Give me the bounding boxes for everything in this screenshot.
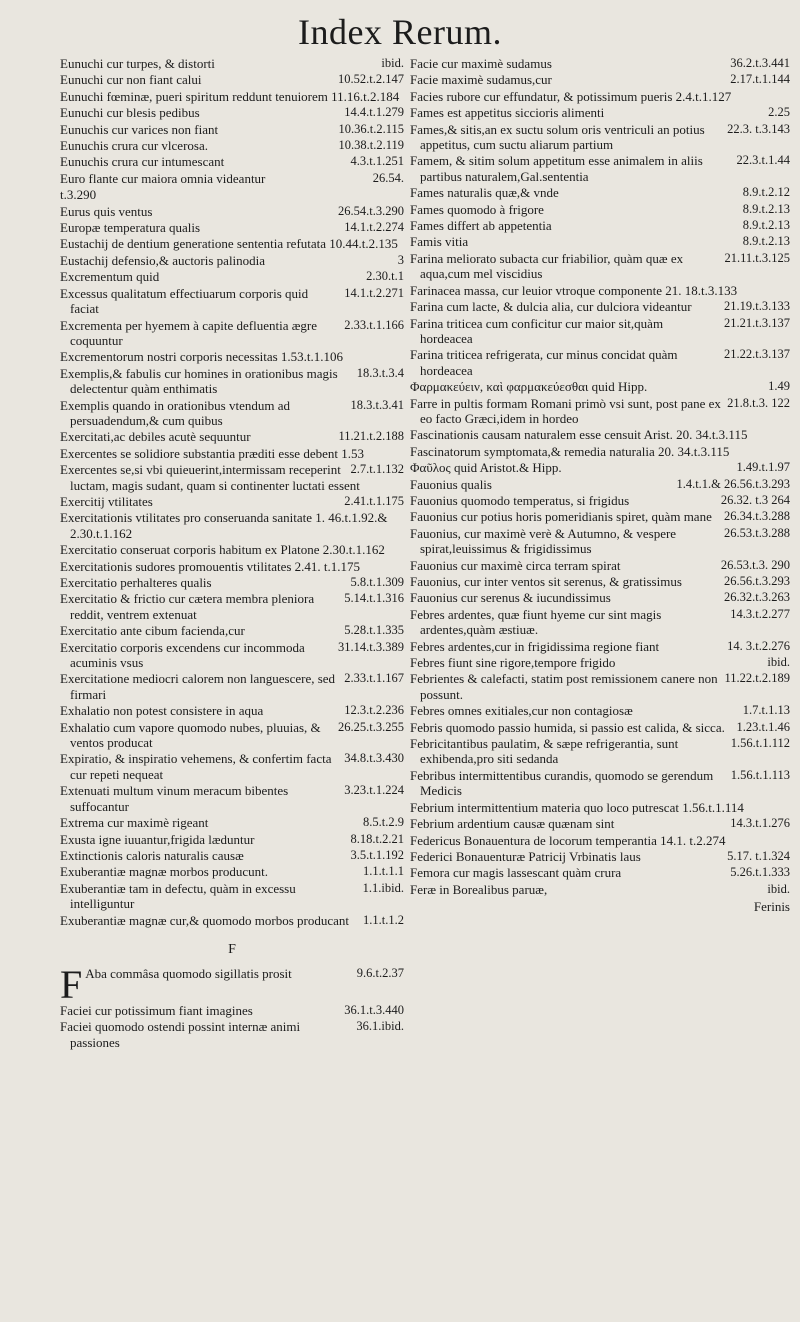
index-entry: [410, 558, 790, 573]
entry-term: Fames est appetitus siccioris alimenti: [410, 105, 605, 121]
entry-reference: 1.1.ibid.: [362, 880, 404, 895]
entry-term: Exemplis,& fabulis cur homines in orationibus magis delectentur quàm enthimatis: [60, 365, 338, 397]
entry-term: Europæ temperatura qualis: [60, 220, 201, 236]
index-entry: [410, 800, 790, 815]
catchword: Ferinis: [753, 899, 790, 915]
entry-reference: 5.26.t.1.333: [730, 865, 790, 880]
index-entry: [410, 185, 790, 200]
entry-term: Exercitatio corporis excendens cur incommoda acuminis vsus: [60, 639, 305, 671]
index-entry: [410, 347, 790, 378]
entry-reference: 21.22.t.3.137: [724, 347, 790, 362]
entry-term: Excrementa per hyemem à capite defluentia ægre coquuntur: [60, 317, 317, 348]
index-entry: [410, 234, 790, 249]
index-entry: [60, 1019, 404, 1050]
entry-term: Exercentes se solidiore substantia præditi esse debent 1.53: [60, 445, 364, 461]
entry-term: Exemplis quando in orationibus vtendum ad persuadendum,& cum quibus: [60, 397, 290, 428]
entry-reference: 2.33.t.1.167: [344, 671, 404, 686]
index-entry: [60, 429, 404, 444]
left-entry-list: [60, 56, 404, 928]
entry-term: Exhalatio cum vapore quomodo nubes, pluuias, & ventos producat: [60, 719, 321, 751]
entry-term: Febres fiunt sine rigore,tempore frigido: [410, 655, 616, 671]
entry-term: Exercitij vtilitates: [60, 493, 153, 509]
entry-reference: 11.21.t.2.188: [338, 429, 404, 444]
entry-reference: 14.3.t.2.277: [730, 606, 790, 621]
entry-reference: 2.25: [768, 105, 790, 120]
section-letter-f: F: [228, 941, 236, 957]
index-entry: [410, 427, 790, 442]
entry-reference: 36.1.ibid.: [356, 1019, 404, 1034]
index-entry: [410, 590, 790, 605]
entry-reference: 8.9.t.2.13: [742, 234, 790, 249]
index-entry: [60, 236, 404, 251]
index-entry: [410, 153, 790, 184]
entry-term: Farina meliorato subacta cur friabilior, quàm quæ ex aqua,cum mel viscidius: [410, 250, 684, 282]
entry-reference: 1.49: [768, 379, 790, 394]
index-entry: [60, 318, 404, 349]
entry-term: Febricitantibus paulatim, & sæpe refrigerantia, sunt exhibenda,pro siti sedanda: [410, 736, 679, 767]
index-entry: [60, 494, 404, 509]
entry-reference: 2.41.t.1.175: [344, 493, 404, 508]
index-entry: [410, 736, 790, 767]
entry-reference: 26.34.t.3.288: [724, 509, 790, 524]
index-entry: [60, 703, 404, 718]
index-entry: [410, 122, 790, 153]
index-entry: [410, 639, 790, 654]
entry-reference: 2.33.t.1.166: [344, 317, 404, 332]
entry-term: Febrientes & calefacti, statim post remissionem canere non possunt.: [410, 671, 718, 702]
entry-reference: 14.1.t.2.271: [344, 285, 404, 300]
index-entry: [60, 138, 404, 153]
index-entry: [410, 607, 790, 638]
entry-term: Facies rubore cur effundatur, & potissimum pueris 2.4.t.1.127: [410, 88, 732, 104]
f-entry-list: [60, 966, 404, 1050]
entry-term: Expiratio, & inspiratio vehemens, & confertim facta cur repeti nequeat: [60, 751, 332, 782]
entry-term: Φαρμακεύειν, καὶ φαρμακεύεσθαι quid Hipp.: [410, 379, 648, 395]
index-entry: [410, 460, 790, 475]
entry-term: Exercitatio perhalteres qualis: [60, 575, 212, 590]
index-entry: [60, 154, 404, 169]
entry-reference: 26.54.: [372, 170, 404, 185]
entry-reference: 4.3.t.1.251: [350, 154, 404, 169]
entry-reference: 1.1.t.1.1: [363, 864, 404, 879]
index-entry: [60, 286, 404, 317]
entry-term: Exuberantiæ tam in defectu, quàm in excessu intelliguntur: [60, 880, 296, 912]
entry-term: Eunuchis crura cur vlcerosa.: [60, 138, 208, 154]
entry-reference: 9.6.t.2.37: [356, 965, 404, 980]
entry-reference: 5.17. t.1.324: [727, 848, 790, 863]
entry-reference: 26.32. t.3 264: [720, 492, 790, 507]
entry-term: Exercitationis vtilitates pro conseruanda sanitate 1. 46.t.1.92.& 2.30.t.1.162: [60, 510, 388, 541]
entry-reference: 14.1.t.2.274: [344, 220, 404, 235]
index-entry: [60, 510, 404, 541]
entry-term: Faciei cur potissimum fiant imagines: [60, 1002, 253, 1018]
index-entry: [60, 204, 404, 219]
entry-reference: 31.14.t.3.389: [338, 639, 404, 654]
index-entry: [60, 832, 404, 847]
index-entry: [410, 720, 790, 735]
entry-reference: 8.18.t.2.21: [350, 831, 404, 846]
entry-reference: 1.7.t.1.13: [742, 703, 790, 718]
entry-term: Exercitatio ante cibum facienda,cur: [60, 623, 245, 639]
index-entry: [410, 865, 790, 880]
entry-term: Febres ardentes, quæ fiunt hyeme cur sint magis ardentes,quàm æstiuæ.: [410, 606, 662, 638]
index-entry: [60, 640, 404, 671]
index-entry: [60, 720, 404, 751]
index-entry: [60, 72, 404, 87]
index-entry: [60, 462, 404, 493]
index-entry: [60, 815, 404, 830]
entry-term: Fauonius cur maximè circa terram spirat: [410, 557, 621, 573]
entry-reference: 3.5.t.1.192: [350, 847, 404, 862]
entry-reference: 10.38.t.2.119: [338, 138, 404, 153]
entry-term: Fascinationis causam naturalem esse censuit Arist. 20. 34.t.3.115: [410, 427, 748, 443]
index-entry: [410, 509, 790, 524]
entry-term: Excrementum quid: [60, 269, 160, 285]
entry-reference: 26.53.t.3. 290: [720, 557, 790, 572]
index-entry: [60, 783, 404, 814]
entry-term: Eurus quis ventus: [60, 203, 153, 219]
entry-term: Eunuchis cur varices non fiant: [60, 121, 219, 137]
entry-term: Exuberantiæ magnæ morbos producunt.: [60, 864, 268, 880]
index-entry: [410, 72, 790, 87]
entry-reference: 26.53.t.3.288: [724, 525, 790, 540]
index-entry: [60, 171, 404, 186]
index-entry: [410, 526, 790, 557]
entry-term: Exercitatione mediocri calorem non languescere, sed firmari: [60, 671, 336, 702]
index-entry: [60, 1003, 404, 1018]
index-entry: [410, 703, 790, 718]
index-entry: [60, 848, 404, 863]
entry-term: Farina triticea refrigerata, cur minus concidat quàm hordeacea: [410, 347, 678, 378]
entry-reference: 21.8.t.3. 122: [727, 395, 790, 410]
entry-term: Eustachij defensio,& auctoris palinodia: [60, 252, 266, 268]
entry-reference: 18.3.t.3.41: [350, 397, 404, 412]
entry-reference: 3.23.t.1.224: [344, 783, 404, 798]
index-entry: [410, 655, 790, 670]
entry-term: Aba commâsa quomodo sigillatis prosit: [85, 965, 292, 981]
index-entry: [60, 864, 404, 879]
index-entry: [410, 849, 790, 864]
entry-term: Farina cum lacte, & dulcia alia, cur dulciora videantur: [410, 299, 692, 315]
entry-term: Febris quomodo passio humida, si passio est calida, & sicca.: [410, 719, 725, 735]
entry-term: Fauonius, cur maximè verè & Autumno, & vespere spirat,leuissimus & frigidissimus: [410, 525, 677, 557]
entry-term: Eunuchi fœminæ, pueri spiritum reddunt tenuiorem 11.16.t.2.184: [60, 88, 400, 104]
entry-term: Fames quomodo à frigore: [410, 201, 544, 217]
index-entry: [60, 122, 404, 137]
entry-reference: 36.2.t.3.441: [730, 56, 790, 70]
entry-term: Exercitatio & frictio cur cætera membra pleniora reddit, ventrem extenuat: [60, 591, 315, 622]
index-entry: [60, 446, 404, 461]
entry-term: Exercitatio conseruat corporis habitum ex Platone 2.30.t.1.162: [60, 542, 385, 558]
entry-term: Fauonius cur potius horis pomeridianis spiret, quàm mane: [410, 509, 712, 525]
entry-reference: 5.8.t.1.309: [350, 575, 404, 589]
entry-term: Fames,& sitis,an ex suctu solum oris ventriculi an potius appetitus, cum suctu aliarum partium: [410, 121, 705, 153]
entry-term: Eunuchi cur non fiant calui: [60, 72, 202, 88]
index-entry: [410, 251, 790, 282]
index-entry: [410, 105, 790, 120]
entry-term: Exhalatio non potest consistere in aqua: [60, 703, 264, 719]
index-entry: [410, 396, 790, 427]
page-title: Index Rerum.: [298, 12, 502, 52]
index-entry: [410, 379, 790, 394]
index-entry: [410, 816, 790, 831]
entry-reference: 14.4.t.1.279: [344, 105, 404, 120]
entry-term: Exercentes se,si vbi quieuerint,intermissam receperint luctam, magis sudant, quam si continenter luctati essent: [60, 462, 360, 493]
entry-reference: 21.21.t.3.137: [724, 315, 790, 330]
index-entry: [410, 202, 790, 217]
index-entry: [410, 833, 790, 848]
entry-term: Febribus intermittentibus curandis, quomodo se gerendum Medicis: [410, 767, 714, 799]
entry-term: Febres omnes exitiales,cur non contagiosæ: [410, 703, 633, 719]
entry-term: t.3.290: [60, 187, 97, 203]
entry-reference: 5.28.t.1.335: [344, 623, 404, 638]
entry-reference: 36.1.t.3.440: [344, 1002, 404, 1017]
drop-capital: F: [60, 965, 83, 1002]
entry-term: Exercitati,ac debiles acutè sequuntur: [60, 429, 251, 445]
entry-term: Fames differt ab appetentia: [410, 218, 552, 234]
right-entry-list: [410, 56, 790, 897]
index-entry: [410, 299, 790, 314]
left-column: [60, 56, 404, 1051]
index-entry: [60, 542, 404, 557]
entry-term: Extrema cur maximè rigeant: [60, 815, 209, 831]
index-entry: [60, 623, 404, 638]
entry-term: Excessus qualitatum effectiuarum corporis quid faciat: [60, 285, 309, 317]
right-column: [410, 56, 790, 915]
index-entry: [60, 751, 404, 782]
entry-term: Eunuchi cur blesis pedibus: [60, 105, 200, 121]
entry-term: Fauonius cur serenus & iucundissimus: [410, 590, 611, 606]
entry-term: Fascinatorum symptomata,& remedia naturalia 20. 34.t.3.115: [410, 443, 730, 459]
entry-reference: 2.7.t.1.132: [350, 462, 404, 477]
index-entry: [410, 574, 790, 589]
entry-term: Facie cur maximè sudamus: [410, 56, 552, 71]
entry-reference: 1.4.t.1.& 26.56.t.3.293: [676, 476, 790, 491]
index-entry: [410, 671, 790, 702]
index-entry: [60, 253, 404, 268]
entry-term: Feræ in Borealibus paruæ,: [410, 881, 548, 897]
entry-term: Eustachij de dentium generatione sententia refutata 10.44.t.2.135: [60, 236, 398, 252]
entry-term: Fauonius qualis: [410, 476, 492, 492]
entry-term: Euro flante cur maiora omnia videantur: [60, 170, 266, 186]
entry-term: Federici Bonauenturæ Patricij Vrbinatis laus: [410, 848, 641, 864]
entry-reference: 18.3.t.3.4: [356, 365, 404, 380]
entry-reference: 8.9.t.2.13: [742, 201, 790, 216]
entry-reference: 1.1.t.1.2: [363, 912, 404, 927]
index-entry: [60, 559, 404, 574]
entry-reference: 21.19.t.3.133: [724, 299, 790, 314]
entry-term: Febrium ardentium causæ quænam sint: [410, 816, 615, 832]
entry-term: Federicus Bonauentura de locorum temperantia 14.1. t.2.274: [410, 832, 726, 848]
index-entry: [60, 349, 404, 364]
entry-reference: 3: [397, 252, 404, 267]
entry-term: Fauonius, cur inter ventos sit serenus, & gratissimus: [410, 574, 682, 589]
index-entry: [410, 283, 790, 298]
index-entry: [60, 105, 404, 120]
entry-term: Febres ardentes,cur in frigidissima regione fiant: [410, 638, 660, 654]
entry-reference: 2.30.t.1: [366, 269, 404, 284]
entry-term: Exercitationis sudores promouentis vtilitates 2.41. t.1.175: [60, 558, 361, 574]
entry-term: Facie maximè sudamus,cur: [410, 72, 552, 88]
index-entry: [60, 56, 404, 71]
entry-reference: 11.22.t.2.189: [724, 671, 790, 686]
entry-term: Exuberantiæ magnæ cur,& quomodo morbos producant: [60, 912, 350, 928]
entry-term: Famem, & sitim solum appetitum esse animalem in aliis partibus naturalem,Gal.sententia: [410, 153, 703, 184]
index-entry: [410, 768, 790, 799]
index-entry: [410, 477, 790, 492]
index-entry: [410, 882, 790, 897]
entry-reference: 26.56.t.3.293: [724, 574, 790, 588]
index-entry: [410, 444, 790, 459]
index-entry: [60, 398, 404, 429]
entry-reference: 26.54.t.3.290: [338, 203, 404, 218]
entry-term: Farina triticea cum conficitur cur maior sit,quàm hordeacea: [410, 315, 664, 346]
entry-term: Extinctionis caloris naturalis causæ: [60, 847, 244, 863]
entry-reference: ibid.: [767, 655, 790, 670]
entry-reference: 1.23.t.1.46: [736, 719, 790, 734]
entry-reference: 8.9.t.2.13: [742, 218, 790, 233]
entry-reference: 1.56.t.1.112: [730, 736, 790, 751]
index-entry: [60, 366, 404, 397]
entry-term: Fames naturalis quæ,& vnde: [410, 185, 559, 201]
entry-term: Eunuchis crura cur intumescant: [60, 154, 225, 170]
index-entry: [410, 56, 790, 71]
entry-reference: 22.3. t.3.143: [727, 121, 790, 136]
entry-term: Fauonius quomodo temperatus, si frigidus: [410, 492, 630, 508]
index-entry: [60, 89, 404, 104]
entry-term: Exusta igne iuuantur,frigida læduntur: [60, 831, 255, 847]
index-entry: [410, 316, 790, 347]
entry-term: Famis vitia: [410, 234, 469, 250]
index-entry: [410, 89, 790, 104]
index-entry: [60, 187, 404, 202]
entry-reference: 14. 3.t.2.276: [727, 638, 790, 653]
index-entry: [60, 591, 404, 622]
index-entry: [60, 913, 404, 928]
entry-reference: 8.5.t.2.9: [363, 815, 404, 830]
entry-reference: 10.36.t.2.115: [338, 121, 404, 136]
index-entry: [60, 881, 404, 912]
entry-reference: 21.11.t.3.125: [724, 250, 790, 265]
entry-term: Febrium intermittentium materia quo loco putrescat 1.56.t.1.114: [410, 799, 744, 815]
entry-term: Excrementorum nostri corporis necessitas 1.53.t.1.106: [60, 349, 344, 365]
entry-reference: 26.32.t.3.263: [724, 590, 790, 605]
entry-reference: ibid.: [767, 881, 790, 896]
entry-term: Φαῦλος quid Aristot.& Hipp.: [410, 460, 562, 476]
entry-reference: 8.9.t.2.12: [742, 185, 790, 200]
entry-reference: 1.49.t.1.97: [736, 460, 790, 475]
entry-reference: 12.3.t.2.236: [344, 703, 404, 718]
entry-reference: ibid.: [381, 56, 404, 70]
entry-reference: 22.3.t.1.44: [736, 153, 790, 168]
index-entry: [410, 218, 790, 233]
index-entry: [60, 966, 404, 1002]
entry-reference: 34.8.t.3.430: [344, 751, 404, 766]
entry-term: Extenuati multum vinum meracum bibentes suffocantur: [60, 783, 289, 814]
entry-term: Faciei quomodo ostendi possint internæ animi passiones: [60, 1019, 301, 1050]
index-entry: [60, 269, 404, 284]
entry-term: Farre in pultis formam Romani primò vsi sunt, post pane ex eo facto Græci,idem in hordeo: [410, 395, 721, 426]
index-entry: [60, 671, 404, 702]
entry-reference: 14.3.t.1.276: [730, 816, 790, 831]
index-entry: [410, 493, 790, 508]
entry-reference: 2.17.t.1.144: [730, 72, 790, 87]
entry-reference: 1.56.t.1.113: [730, 767, 790, 782]
entry-term: Eunuchi cur turpes, & distorti: [60, 56, 215, 71]
entry-term: Farinacea massa, cur leuior vtroque componente 21. 18.t.3.133: [410, 282, 738, 298]
entry-term: Femora cur magis lassescant quàm crura: [410, 865, 622, 881]
index-entry: [60, 575, 404, 590]
entry-reference: 5.14.t.1.316: [344, 591, 404, 606]
index-entry: [60, 220, 404, 235]
entry-reference: 10.52.t.2.147: [338, 72, 404, 87]
entry-reference: 26.25.t.3.255: [338, 719, 404, 734]
